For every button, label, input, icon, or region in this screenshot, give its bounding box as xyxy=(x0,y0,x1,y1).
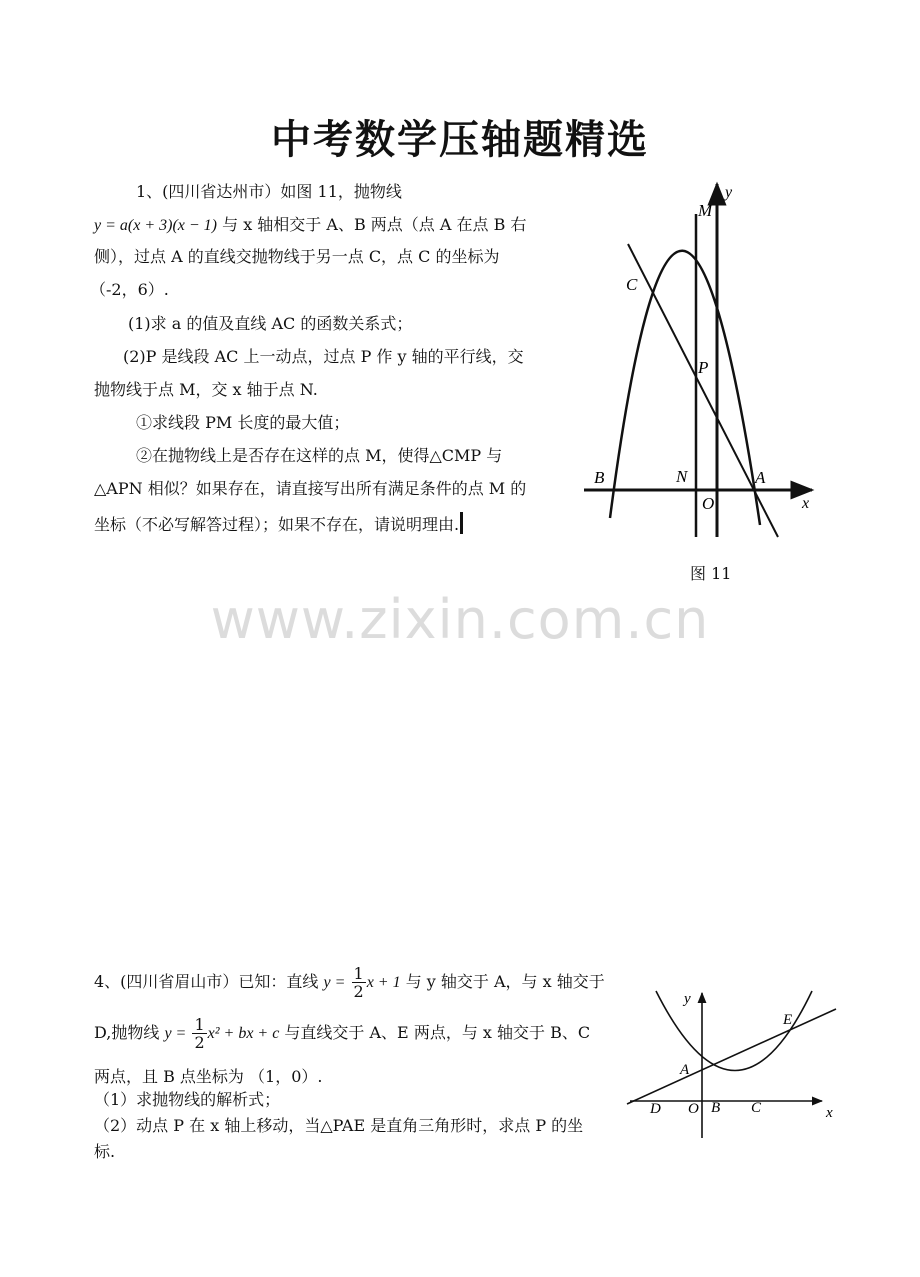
p4-line1-b: 与 y 轴交于 A，与 x 轴交于 xyxy=(400,972,605,991)
p4-question-2-line1: （2）动点 P 在 x 轴上移动，当△PAE 是直角三角形时，求点 P 的坐 xyxy=(94,1116,584,1135)
figure-4 xyxy=(620,984,842,1142)
p1-sub-question-2-line2: △APN 相似？如果存在，请直接写出所有满足条件的点 M 的 xyxy=(94,479,527,498)
p1-line4: （-2，6）. xyxy=(90,280,169,299)
fig4-label-b: B xyxy=(711,1100,721,1116)
p4-question-2-line2: 标. xyxy=(94,1142,116,1161)
fig4-label-d: D xyxy=(650,1101,661,1117)
p4-line2-frac-num: 1 xyxy=(194,1015,205,1034)
text-cursor xyxy=(460,512,463,534)
fig4-label-e: E xyxy=(783,1012,793,1028)
fig11-label-y: y xyxy=(725,184,733,201)
p1-equation: y = a(x + 3)(x − 1) xyxy=(94,217,218,234)
fig11-label-a: A xyxy=(755,468,766,487)
p4-line1-eq-rest: x + 1 xyxy=(366,974,401,991)
fig11-label-b: B xyxy=(594,468,605,487)
fig4-label-a: A xyxy=(680,1062,690,1078)
fig4-label-o: O xyxy=(688,1101,699,1117)
p1-sub-question-2-line3-text: 坐标（不必写解答过程）；如果不存在，请说明理由. xyxy=(94,515,460,534)
page-title: 中考数学压轴题精选 xyxy=(271,117,649,163)
fig11-label-m: M xyxy=(698,201,713,220)
p4-line1-a: 4、(四川省眉山市）已知：直线 xyxy=(94,972,324,991)
p4-line2-eq-rest: x² + bx + c xyxy=(207,1025,280,1042)
p1-line2 xyxy=(94,215,526,236)
p4-line3: 两点，且 B 点坐标为 （1，0）. xyxy=(94,1067,323,1086)
fig11-label-x: x xyxy=(802,495,810,512)
p4-line1-fraction xyxy=(352,965,366,1000)
fig11-label-p: P xyxy=(698,358,709,377)
p4-line2-frac-den: 2 xyxy=(194,1033,205,1052)
p4-line1-frac-den: 2 xyxy=(353,982,364,1001)
figure-11 xyxy=(575,178,825,540)
p4-line2-eq-y: y = xyxy=(164,1025,187,1042)
fig11-label-c: C xyxy=(626,275,638,294)
p1-question-2-line1: (2)P 是线段 AC 上一动点，过点 P 作 y 轴的平行线，交 xyxy=(123,347,524,366)
p1-sub-question-1: ①求线段 PM 长度的最大值； xyxy=(136,413,350,432)
fig11-label-o: O xyxy=(702,494,715,513)
watermark: www.zixin.com.cn xyxy=(210,588,710,651)
p4-line1 xyxy=(94,965,605,1000)
fig4-label-x: x xyxy=(826,1105,833,1121)
p4-line2-fraction xyxy=(192,1016,206,1051)
p4-line2-a: D,抛物线 xyxy=(94,1023,165,1042)
p1-line3: 侧），过点 A 的直线交抛物线于另一点 C，点 C 的坐标为 xyxy=(94,247,500,266)
p1-sub-question-2-line3 xyxy=(94,512,463,535)
p4-line2 xyxy=(94,1016,590,1051)
p1-intro: 1、(四川省达州市）如图 11，抛物线 xyxy=(136,182,402,201)
fig4-line-de xyxy=(627,1009,836,1104)
p1-question-1: (1)求 a 的值及直线 AC 的函数关系式； xyxy=(128,314,413,333)
p4-line1-eq-y: y = xyxy=(323,974,346,991)
fig4-label-y: y xyxy=(684,991,691,1007)
fig4-label-c: C xyxy=(751,1100,762,1116)
p4-line1-frac-num: 1 xyxy=(353,964,364,983)
p1-question-2-line2: 抛物线于点 M，交 x 轴于点 N. xyxy=(94,380,318,399)
p1-sub-question-2: ②在抛物线上是否存在这样的点 M，使得△CMP 与 xyxy=(136,446,503,465)
fig11-label-n: N xyxy=(676,467,688,486)
p4-line2-b: 与直线交于 A、E 两点，与 x 轴交于 B、C xyxy=(279,1023,591,1042)
figure-11-caption: 图 11 xyxy=(690,564,732,583)
p1-line2-rest: 与 x 轴相交于 A、B 两点（点 A 在点 B 右 xyxy=(217,215,527,234)
p4-question-1: （1）求抛物线的解析式； xyxy=(94,1090,281,1109)
